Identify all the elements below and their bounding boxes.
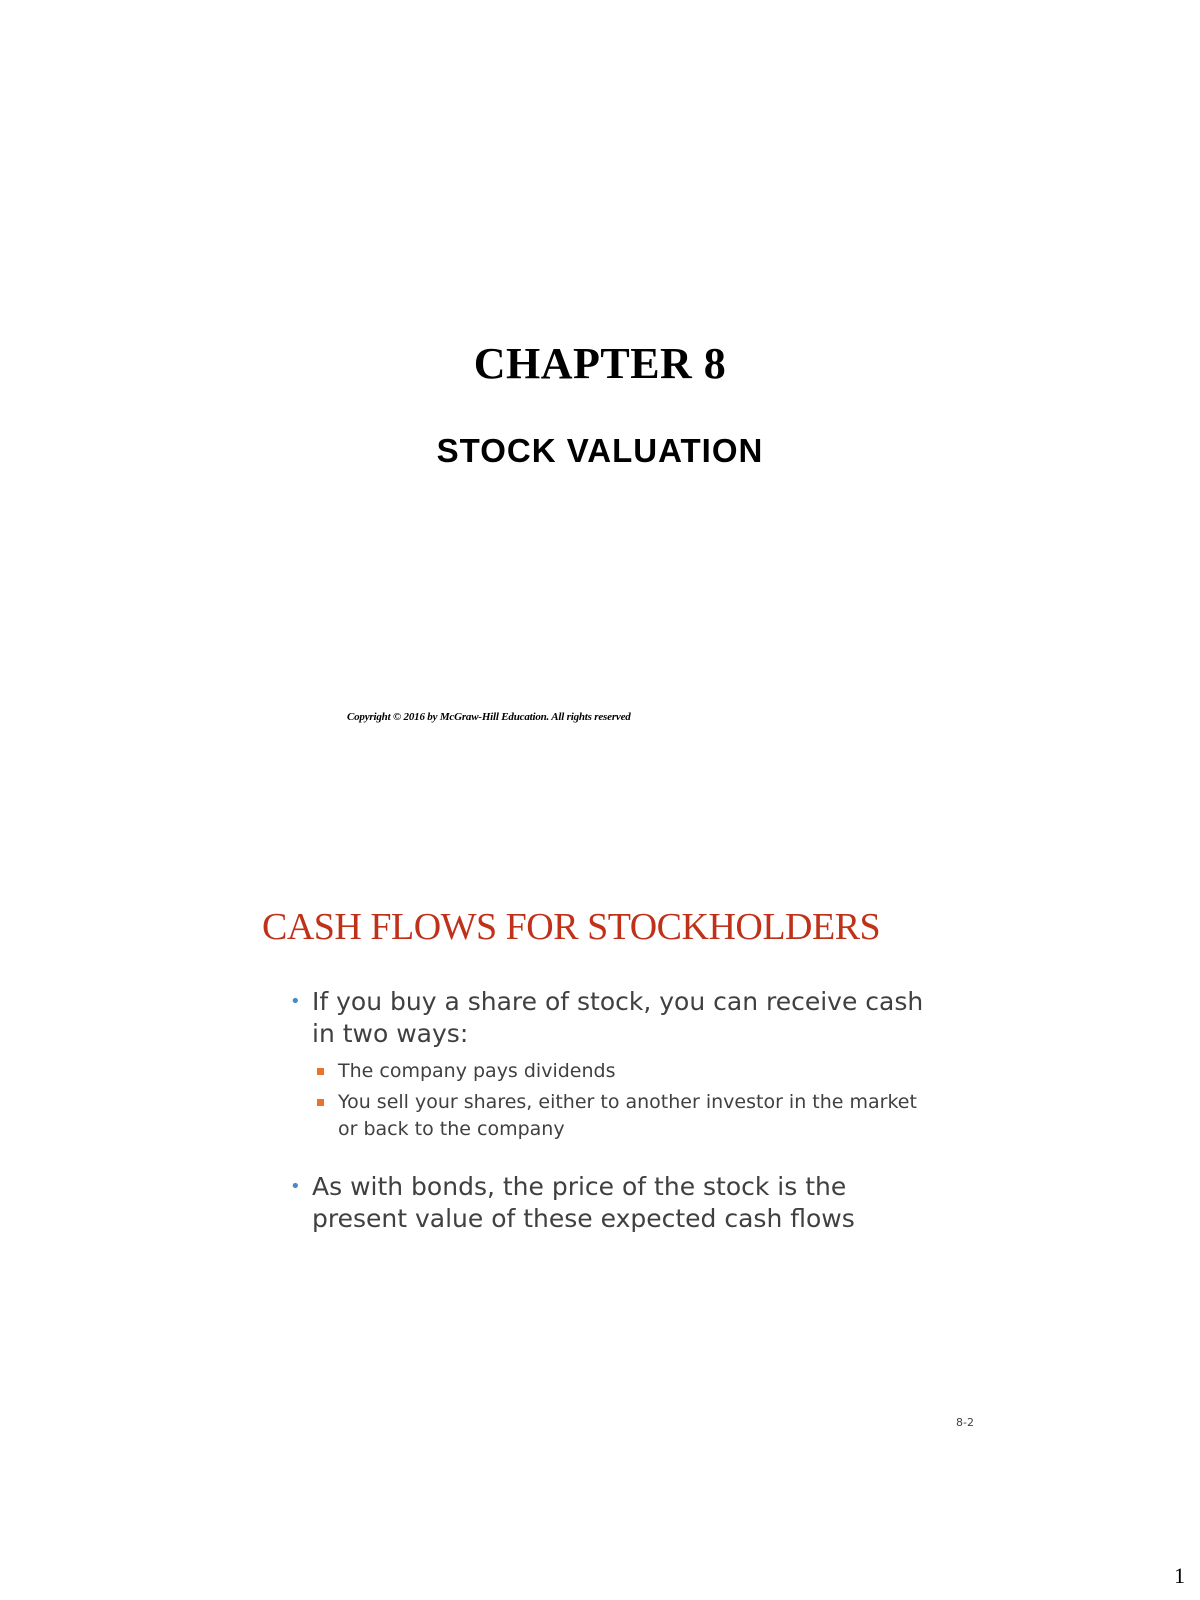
- chapter-subtitle: STOCK VALUATION: [436, 432, 764, 469]
- sub-bullet-item: [312, 1058, 930, 1085]
- slide-title: CASH FLOWS FOR STOCKHOLDERS: [262, 906, 881, 948]
- bullet-spacer: [290, 1149, 930, 1171]
- square-bullet-icon: [317, 1068, 324, 1075]
- bullet-text: As with bonds, the price of the stock is the present value of these expected cash flows: [312, 1172, 855, 1233]
- sub-bullet-text: The company pays dividends: [338, 1060, 616, 1082]
- slide-number: 8-2: [956, 1416, 974, 1429]
- bullet-item: [290, 986, 930, 1143]
- square-bullet-icon: [317, 1099, 324, 1106]
- chapter-heading: CHAPTER 8: [473, 339, 727, 388]
- content-slide: [0, 800, 1200, 1440]
- page-number: 1: [1174, 1563, 1185, 1588]
- sub-bullet-item: [312, 1089, 930, 1143]
- bullet-dot-icon: •: [290, 1176, 301, 1197]
- bullet-list: [290, 986, 930, 1241]
- bullet-text: If you buy a share of stock, you can receive cash in two ways:: [312, 987, 924, 1048]
- sub-bullet-text: You sell your shares, either to another investor in the market or back to the company: [338, 1091, 917, 1140]
- bullet-item: [290, 1171, 930, 1235]
- sub-bullet-list: [312, 1058, 930, 1143]
- bullet-dot-icon: •: [290, 991, 301, 1012]
- copyright-notice: Copyright © 2016 by McGraw-Hill Education. All rights reserved: [347, 711, 631, 723]
